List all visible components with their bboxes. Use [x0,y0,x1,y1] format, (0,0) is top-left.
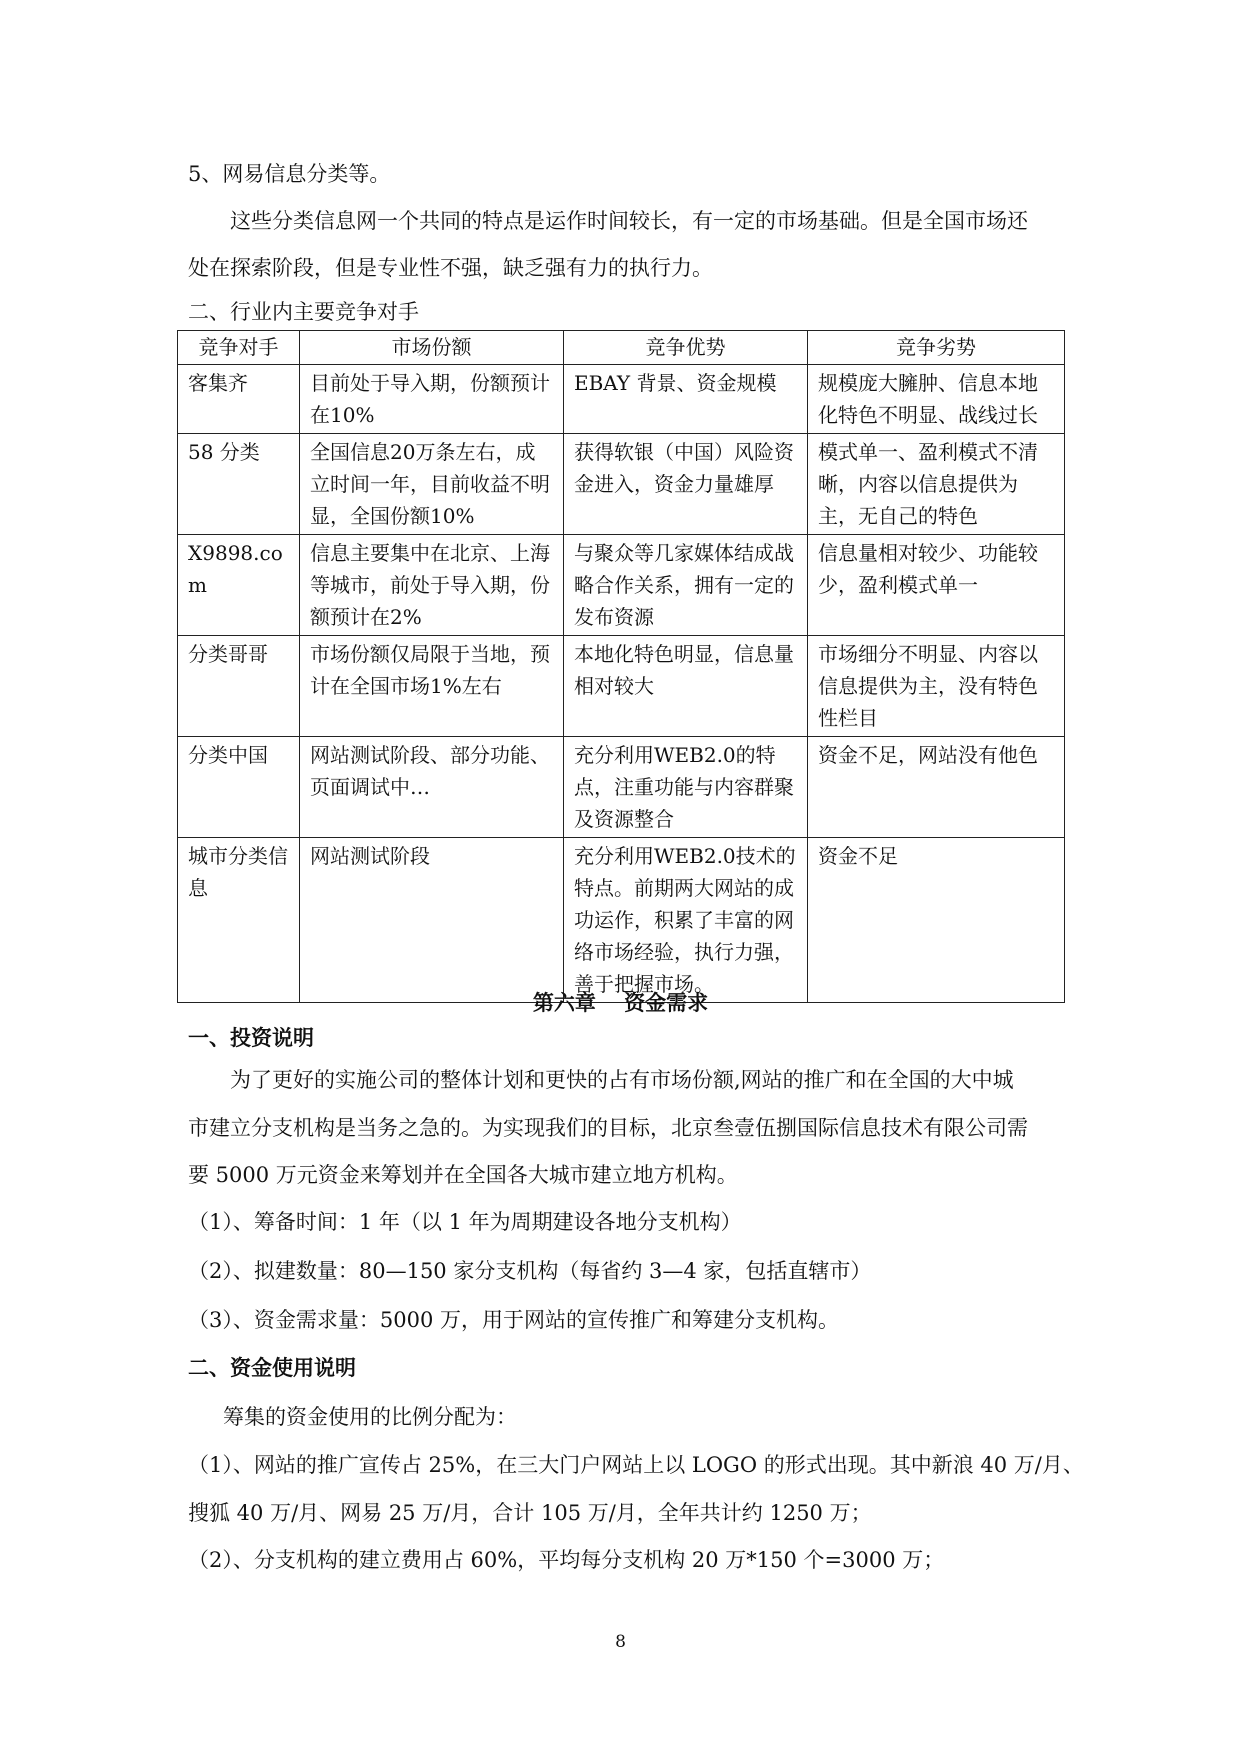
table-cell: 客集齐 [178,365,300,434]
table-header-row [178,331,1065,365]
table-cell: EBAY 背景、资金规模 [564,365,808,434]
column-header: 竞争对手 [178,331,300,365]
table-row [178,535,1065,636]
table-cell: 充分利用WEB2.0技术的特点。前期两大网站的成功运作，积累了丰富的网络市场经验，执行力强，善于把握市场。 [564,838,808,1003]
column-header: 竞争劣势 [808,331,1065,365]
table-cell: 本地化特色明显，信息量相对较大 [564,636,808,737]
paragraph-line: 要 5000 万元资金来筹划并在全国各大城市建立地方机构。 [188,1163,738,1187]
table-cell: 58 分类 [178,434,300,535]
table-cell: 与聚众等几家媒体结成战略合作关系，拥有一定的发布资源 [564,535,808,636]
paragraph-line: 市建立分支机构是当务之急的。为实现我们的目标，北京叁壹伍捌国际信息技术有限公司需 [188,1116,1028,1140]
table-cell: 目前处于导入期，份额预计在10% [300,365,564,434]
list-item-5: 5、网易信息分类等。 [188,162,391,186]
table-cell: 全国信息20万条左右，成立时间一年，目前收益不明显，全国份额10% [300,434,564,535]
table-cell: 资金不足，网站没有他色 [808,737,1065,838]
section-title-fund-usage: 二、资金使用说明 [188,1355,356,1380]
column-header: 市场份额 [300,331,564,365]
table-cell: 规模庞大臃肿、信息本地化特色不明显、战线过长 [808,365,1065,434]
table-cell: 市场细分不明显、内容以信息提供为主，没有特色性栏目 [808,636,1065,737]
table-row [178,636,1065,737]
chapter-title: 第六章 资金需求 [532,990,709,1015]
table-cell: 模式单一、盈利模式不清晰，内容以信息提供为主，无自己的特色 [808,434,1065,535]
table-cell: 网站测试阶段、部分功能、页面调试中… [300,737,564,838]
table-row [178,737,1065,838]
paragraph-line: 这些分类信息网一个共同的特点是运作时间较长，有一定的市场基础。但是全国市场还 [230,209,1028,233]
table-row [178,365,1065,434]
section-title-investment: 一、投资说明 [188,1025,314,1050]
paragraph-line: 处在探索阶段，但是专业性不强，缺乏强有力的执行力。 [188,256,713,280]
paragraph-line: 筹集的资金使用的比例分配为： [223,1405,517,1429]
table-cell: 信息量相对较少、功能较少，盈利模式单一 [808,535,1065,636]
paragraph-line: 为了更好的实施公司的整体计划和更快的占有市场份额,网站的推广和在全国的大中城 [230,1068,1014,1092]
table-row [178,838,1065,1003]
table-cell: 充分利用WEB2.0的特点，注重功能与内容群聚及资源整合 [564,737,808,838]
table-cell: 分类哥哥 [178,636,300,737]
table-cell: 分类中国 [178,737,300,838]
table-cell: 城市分类信息 [178,838,300,1003]
table-cell: X9898.com [178,535,300,636]
page-number: 8 [615,1632,626,1652]
table-cell: 市场份额仅局限于当地，预计在全国市场1%左右 [300,636,564,737]
section-title-competitors: 二、行业内主要竞争对手 [188,300,419,324]
column-header: 竞争优势 [564,331,808,365]
competitor-table [177,330,1065,1003]
table-cell: 网站测试阶段 [300,838,564,1003]
list-item: （1）、网站的推广宣传占 25%，在三大门户网站上以 LOGO 的形式出现。其中新浪 40 万/月、 [188,1453,1084,1477]
table-row [178,434,1065,535]
list-item: （1）、筹备时间：1 年（以 1 年为周期建设各地分支机构） [188,1210,742,1234]
list-item: （3）、资金需求量：5000 万，用于网站的宣传推广和筹建分支机构。 [188,1308,839,1332]
list-item: （2）、拟建数量：80—150 家分支机构（每省约 3—4 家，包括直辖市） [188,1259,872,1283]
list-item: （2）、分支机构的建立费用占 60%，平均每分支机构 20 万*150 个=3000 万； [188,1548,945,1572]
table-cell: 信息主要集中在北京、上海等城市，前处于导入期，份额预计在2% [300,535,564,636]
list-item-continuation: 搜狐 40 万/月、网易 25 万/月，合计 105 万/月，全年共计约 1250 万； [188,1501,872,1525]
table-cell: 资金不足 [808,838,1065,1003]
table-cell: 获得软银（中国）风险资金进入，资金力量雄厚 [564,434,808,535]
